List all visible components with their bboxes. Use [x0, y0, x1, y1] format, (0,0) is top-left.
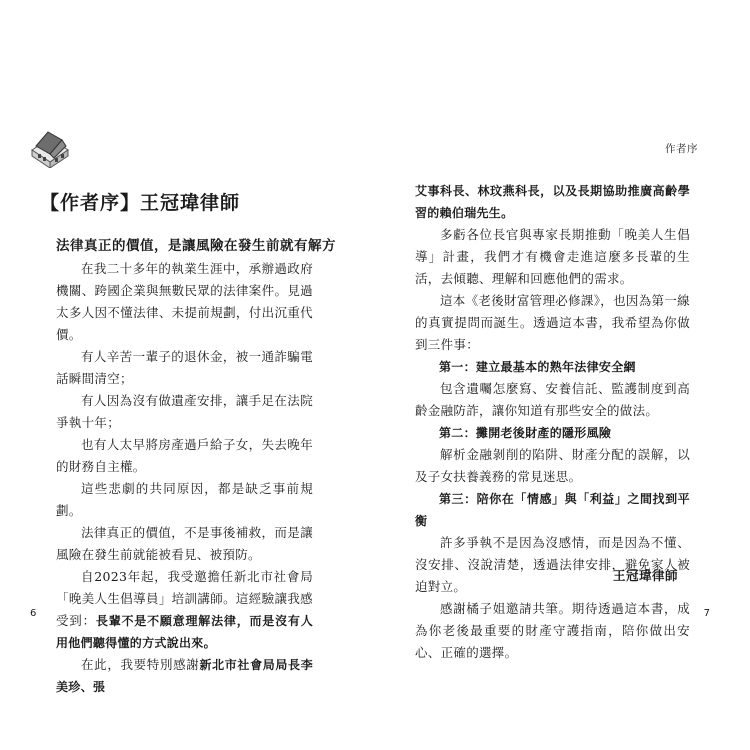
running-head: 作者序 [665, 143, 698, 155]
left-body-text [56, 258, 313, 698]
paragraph: 有人因為沒有做遺產安排，讓手足在法院爭執十年； [56, 393, 313, 430]
right-page [375, 0, 750, 750]
point-heading-2: 第二：攤開老後財產的隱形風險 [439, 426, 612, 440]
paragraph [56, 654, 313, 698]
right-body-text [415, 180, 690, 664]
paragraph [56, 566, 313, 654]
chapter-title: 【作者序】王冠瑋律師 [40, 192, 241, 214]
paragraph: 許多爭執不是因為沒感情，而是因為不懂、沒安排、沒說清楚，透過法律安排，避免家人被迫對立。 [415, 535, 690, 594]
paragraph: 包含遺囑怎麼寫、安養信託、監護制度到高齡金融防詐，讓你知道有那些安全的做法。 [415, 381, 690, 418]
paragraph: 有人辛苦一輩子的退休金，被一通詐騙電話瞬間清空； [56, 349, 313, 386]
paragraph: 也有人太早將房產過戶給子女，失去晚年的財務自主權。 [56, 437, 313, 474]
paragraph: 多虧各位長官與專家長期推動「晚美人生倡導」計畫，我們才有機會走進這麼多長輩的生活，去傾聽、理解和回應他們的需求。 [415, 227, 690, 286]
point-heading-1: 第一：建立最基本的熟年法律安全網 [439, 360, 636, 374]
emphasis-text: 長輩不是不願意理解法律，而是沒有人用他們聽得懂的方式說出來。 [56, 614, 313, 650]
paragraph: 法律真正的價值，不是事後補救，而是讓風險在發生前就能被看見、被預防。 [56, 525, 313, 562]
paragraph: 這些悲劇的共同原因，都是缺乏事前規劃。 [56, 481, 313, 518]
paragraph: 感謝橘子姐邀請共筆。期待透過這本書，成為你老後最重要的財產守護指南，陪你做出安心、正確的選擇。 [415, 601, 690, 660]
page-number: 7 [703, 608, 710, 619]
page-number: 6 [30, 608, 37, 619]
point-heading-3: 第三：陪你在「情感」與「利益」之間找到平衡 [415, 492, 690, 528]
paragraph-text: 在此，我要特別感謝 [81, 657, 200, 672]
house-icon [28, 128, 72, 168]
paragraph: 艾事科長、林玟燕科長，以及長期協助推廣高齡學習的賴伯瑞先生。 [415, 184, 690, 220]
author-signature: 王冠瑋律師 [612, 568, 678, 583]
paragraph: 這本《老後財富管理必修課》，也因為第一線的真實提問而誕生。透過這本書，我希望為你做到三件事： [415, 293, 690, 352]
subtitle: 法律真正的價值，是讓風險在發生前就有解方 [56, 238, 336, 254]
paragraph-text: 自2023年起，我受邀擔任新北市社會局「晚美人生倡導員」培訓講師。這經驗讓我感受到： [56, 569, 313, 628]
emphasis-text: 新北市社會局局長李美珍、張 [56, 658, 314, 694]
paragraph: 在我二十多年的執業生涯中，承辦過政府機關、跨國企業與無數民眾的法律案件。見過太多人因不懂法律、未提前規劃，付出沉重代價。 [56, 261, 313, 342]
paragraph: 解析金融剝削的陷阱、財產分配的誤解，以及子女扶養義務的常見迷思。 [415, 447, 690, 484]
